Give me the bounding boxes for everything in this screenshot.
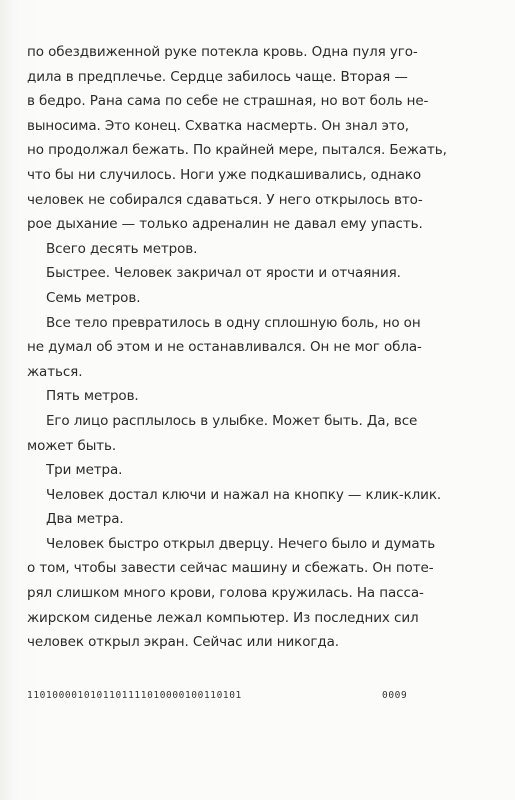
text-line: Все тело превратилось в одну сплошную боль, но он: [46, 314, 421, 331]
body-text: [27, 40, 447, 655]
text-line: рое дыхание — только адреналин не давал ему упасть.: [27, 216, 423, 233]
text-line: Всего десять метров.: [46, 240, 198, 257]
text-line: но продолжал бежать. По крайней мере, пытался. Бежать,: [27, 142, 447, 159]
text-line: рял слишком много крови, голова кружилась. На пасса-: [27, 585, 424, 602]
text-line: Человек достал ключи и нажал на кнопку — клик-клик.: [46, 486, 442, 503]
text-line: Его лицо расплылось в улыбке. Может быть. Да, все: [46, 412, 418, 429]
text-line: о том, чтобы завести сейчас машину и сбежать. Он поте-: [27, 560, 434, 577]
text-line: выносима. Это конец. Схватка насмерть. Он знал это,: [27, 117, 409, 134]
text-line: может быть.: [27, 437, 117, 454]
text-line: Пять метров.: [46, 388, 139, 405]
text-line: по обездвиженной руке потекла кровь. Одна пуля уго-: [27, 44, 418, 60]
text-line: Семь метров.: [46, 289, 141, 306]
text-line: Человек быстро открыл дверцу. Нечего было и думать: [46, 535, 436, 552]
text-line: человек открыл экран. Сейчас или никогда.: [27, 634, 339, 651]
text-line: жаться.: [27, 363, 83, 380]
text-line: человек не собирался сдаваться. У него открылось вто-: [27, 191, 423, 208]
text-line: дила в предплечье. Сердце забилось чаще. Вторая —: [27, 68, 408, 85]
text-line: Быстрее. Человек закричал от ярости и отчаяния.: [46, 265, 401, 282]
footer-binary-code: 1101000010101101111010000100110101: [27, 690, 242, 701]
text-line: жирском сиденье лежал компьютер. Из последних сил: [27, 609, 419, 626]
text-line: не думал об этом и не останавливался. Он не мог обла-: [27, 339, 422, 356]
text-line: что бы ни случилось. Ноги уже подкашивались, однако: [27, 166, 422, 183]
page-number: 0009: [382, 690, 408, 701]
text-line: в бедро. Рана сама по себе не страшная, но вот боль не-: [27, 93, 429, 110]
text-line: Три метра.: [46, 462, 123, 479]
text-line: Два метра.: [46, 511, 124, 528]
